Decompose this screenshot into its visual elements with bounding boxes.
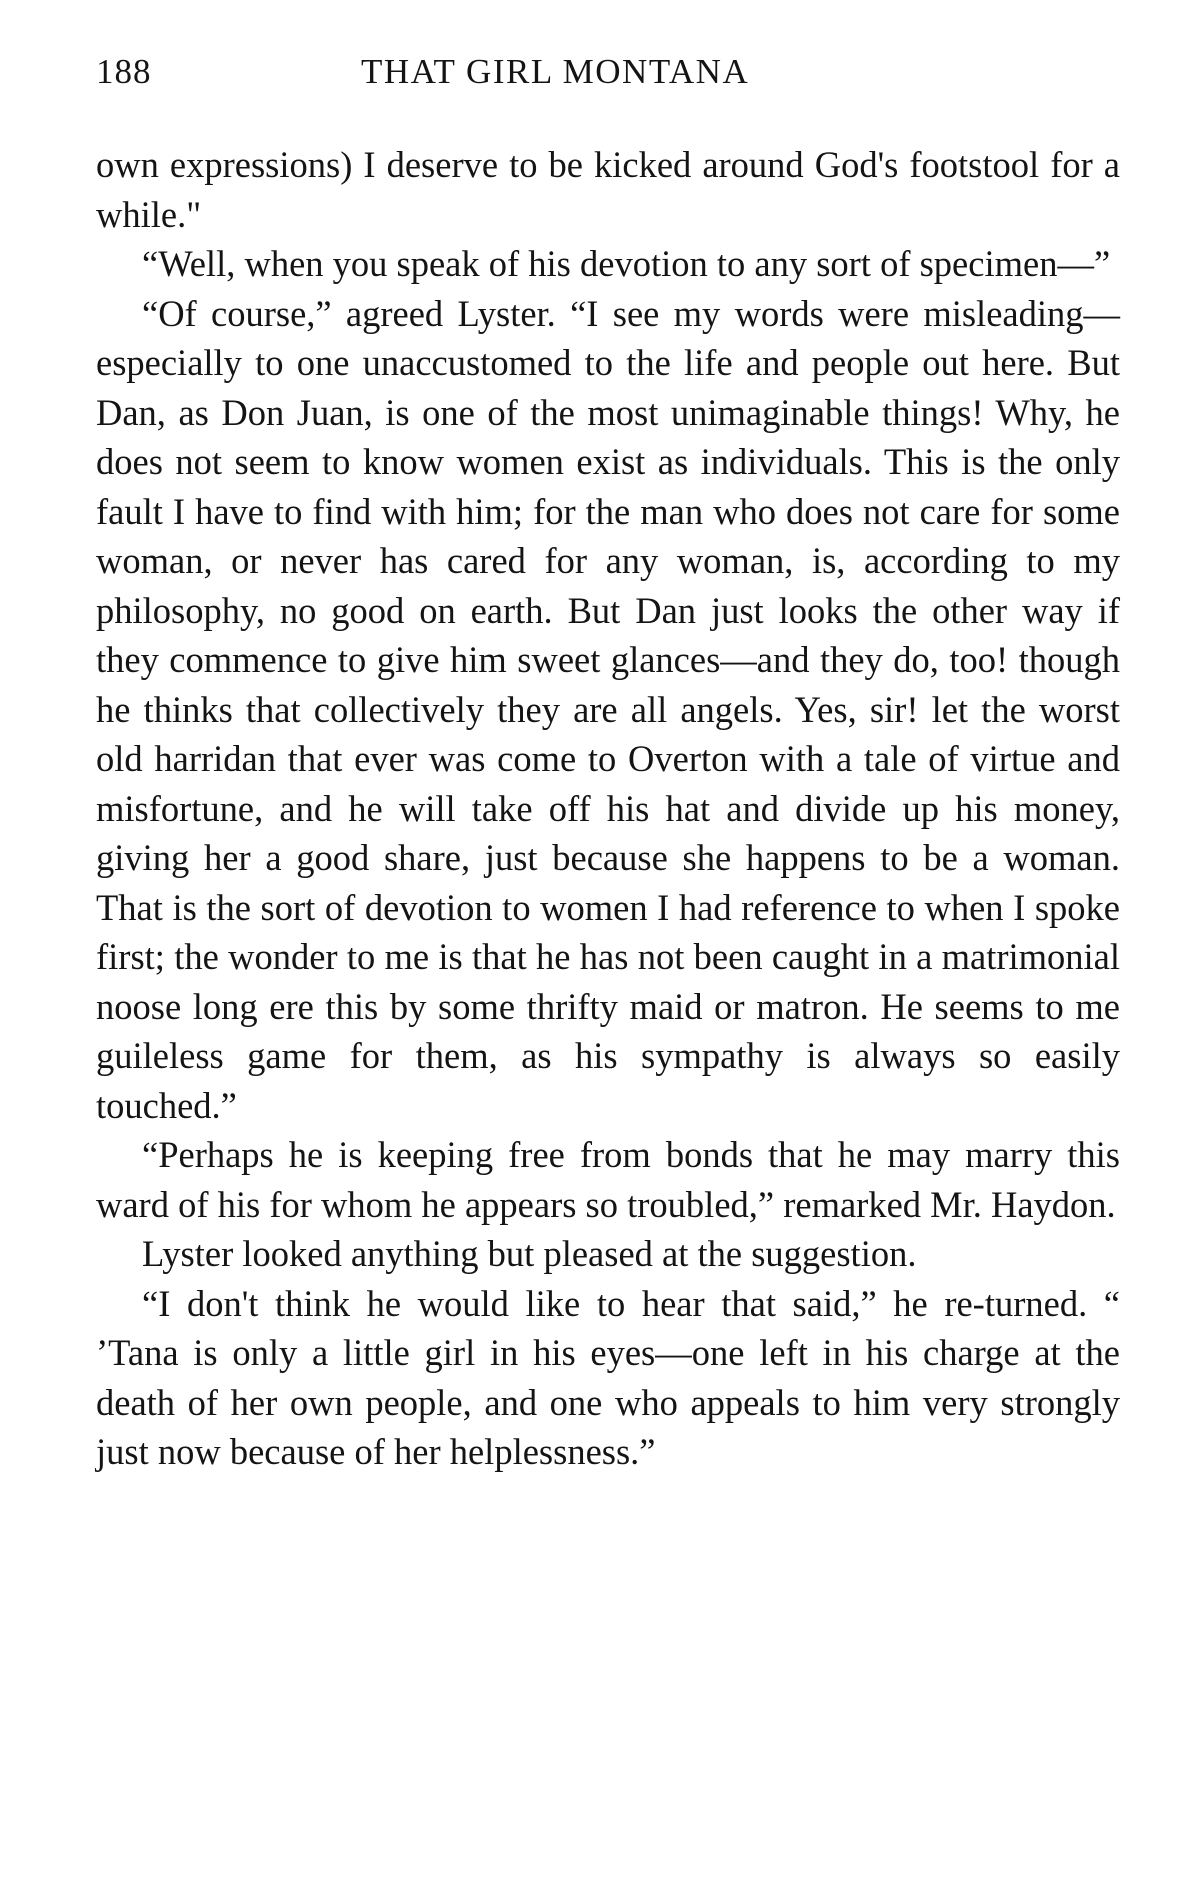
paragraph-5: Lyster looked anything but pleased at the suggestion. [142, 1233, 917, 1274]
paragraph-6: “I don't think he would like to hear that said,” he re-turned. “ ’Tana is only a little girl in his eyes—one left in his charge at the death of her own people, and one who appeals to him very strongly just now because of her helplessness.” [96, 1282, 1120, 1472]
body-text [96, 140, 1120, 1477]
paragraph-4: “Perhaps he is keeping free from bonds that he may marry this ward of his for whom he appears so troubled,” remarked Mr. Haydon. [96, 1134, 1120, 1225]
paragraph-3: “Of course,” agreed Lyster. “I see my words were misleading—especially to one unaccustomed to the life and people out here. But Dan, as Don Juan, is one of the most unimaginable things! Why, he does not seem to know women exist as individuals. This is the only fault I have to find with him; for the man who does not care for some woman, or never has cared for any woman, is, according to my philosophy, no good on earth. But Dan just looks the other way if they commence to give him sweet glances—and they do, too! though he thinks that collectively they are all angels. Yes, sir! let the worst old harridan that ever was come to Overton with a tale of virtue and misfortune, and he will take off his hat and divide up his money, giving her a good share, just because she happens to be a woman. That is the sort of devotion to women I had reference to when I spoke first; the wonder to me is that he has not been caught in a matrimonial noose long ere this by some thrifty maid or matron. He seems to me guileless game for them, as his sympathy is always so easily touched.” [96, 292, 1120, 1126]
book-page [96, 52, 1120, 1477]
paragraph-2: “Well, when you speak of his devotion to any sort of specimen—” [142, 243, 1111, 284]
running-head [96, 52, 1120, 102]
paragraph-1: own expressions) I deserve to be kicked around God's footstool for a while." [96, 144, 1120, 235]
running-title: THAT GIRL MONTANA [361, 52, 750, 91]
page-number: 188 [96, 52, 152, 91]
